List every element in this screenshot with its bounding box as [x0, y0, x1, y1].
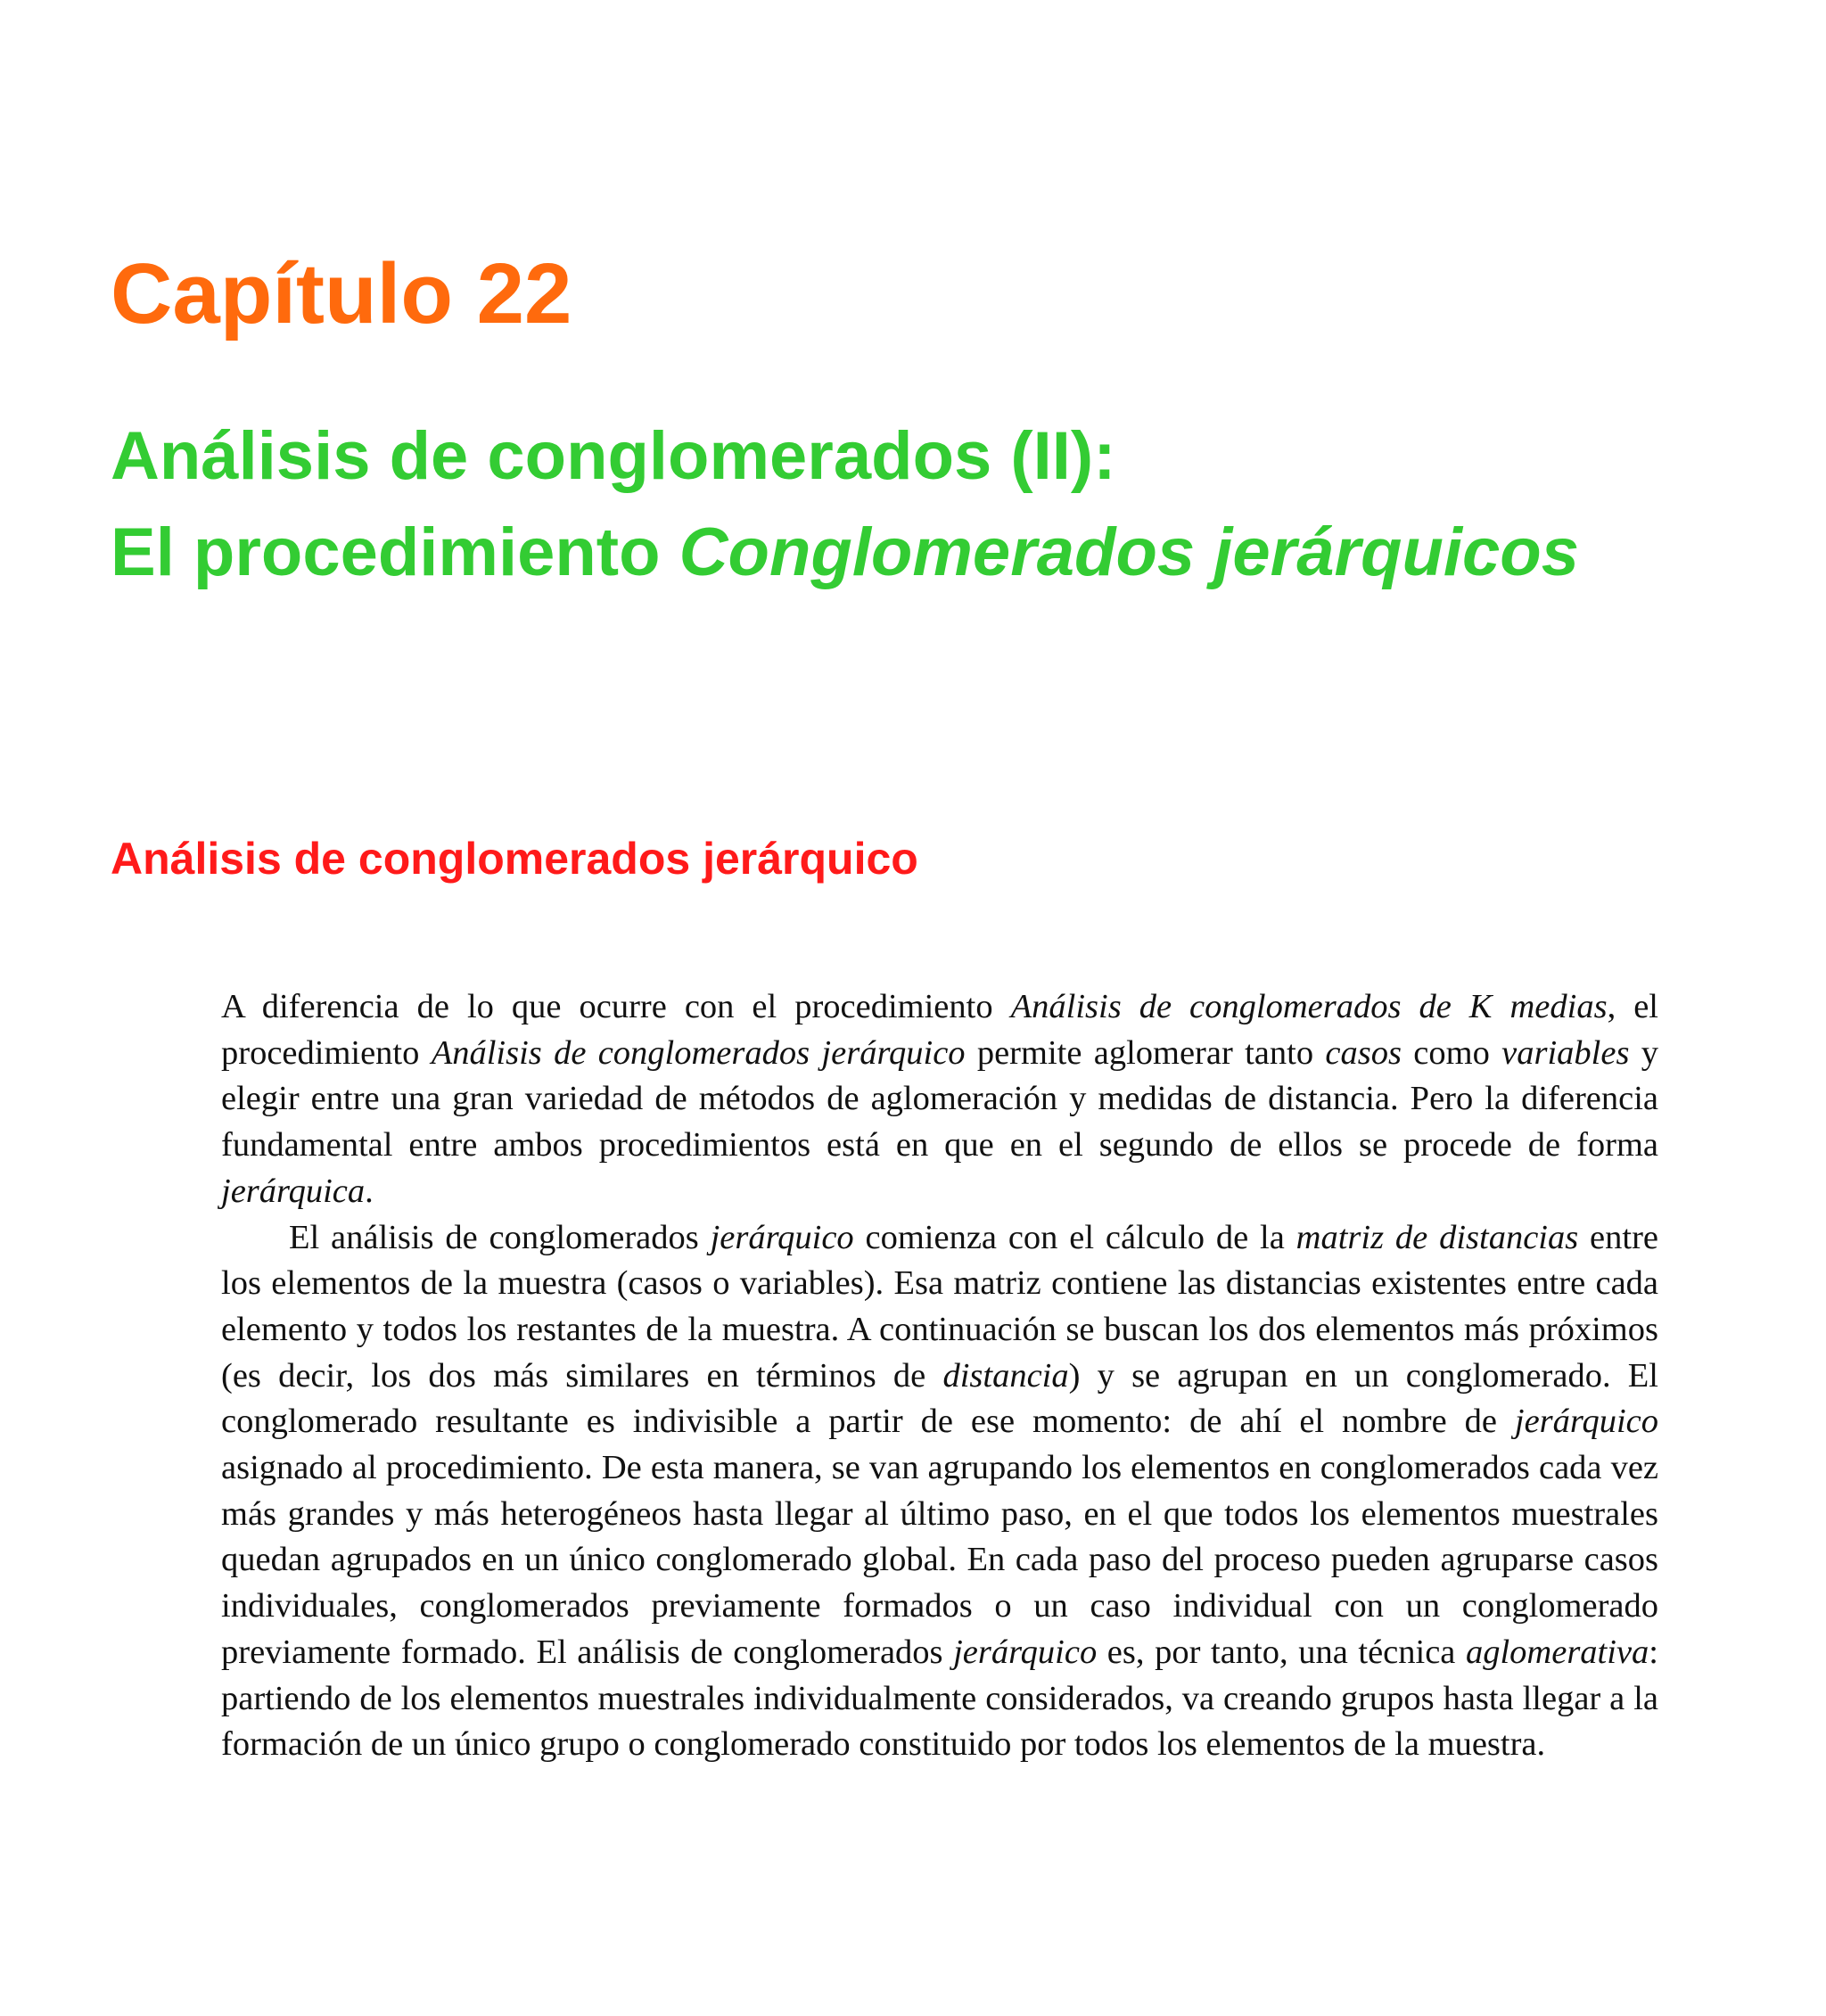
- p2-italic-2: matriz de distancias: [1295, 1218, 1579, 1256]
- p2-text-7: : partiendo de los elementos muestrales individualmente considerados, va creando grupos hasta llegar a la formación de un único grupo o conglomerado constituido por todos los elementos de la muestra.: [221, 1633, 1658, 1764]
- p2-text-2: comienza con el cálculo de la: [853, 1218, 1296, 1256]
- p2-text-6: es, por tanto, una técnica: [1097, 1633, 1466, 1671]
- section-title: Análisis de conglomerados jerárquico: [111, 834, 918, 884]
- p1-text-5: y elegir entre una gran variedad de métodos de aglomeración y medidas de distancia. Pero la diferencia fundamental entre ambos procedimientos está en que en el segundo de ellos se procede de forma: [221, 1033, 1658, 1164]
- chapter-title: [111, 408, 1579, 601]
- p1-text-4: como: [1401, 1033, 1502, 1072]
- p1-text-3: permite aglomerar tanto: [965, 1033, 1326, 1072]
- chapter-title-line-2-prefix: El procedimiento: [111, 514, 679, 590]
- p1-text-1: A diferencia de lo que ocurre con el procedimiento: [221, 988, 1011, 1025]
- p1-italic-2: Análisis de conglomerados jerárquico: [431, 1033, 966, 1072]
- p1-text-2: , el procedimiento: [221, 988, 1658, 1072]
- chapter-title-line-2: [111, 505, 1579, 601]
- p2-italic-1: jerárquico: [710, 1218, 854, 1256]
- p2-text-3: entre los elementos de la muestra (casos o variables). Esa matriz contiene las distancias existentes entre cada elemento y todos los restantes de la muestra. A continuación se buscan los dos elementos más próximos (es decir, los dos más similares en términos de: [221, 1218, 1658, 1395]
- p2-italic-6: aglomerativa: [1465, 1633, 1649, 1671]
- p1-text-6: .: [365, 1172, 374, 1210]
- chapter-title-line-1: Análisis de conglomerados (II):: [111, 418, 1116, 494]
- p2-italic-4: jerárquico: [1514, 1403, 1658, 1441]
- p2-text-5: asignado al procedimiento. De esta manera, se van agrupando los elementos en conglomerados cada vez más grandes y más heterogéneos hasta llegar al último paso, en el que todos los elementos muestrales quedan agrupados en un único conglomerado global. En cada paso del proceso pueden agruparse casos individuales, conglomerados previamente formados o un caso individual con un conglomerado previamente formado. El análisis de conglomerados: [221, 1449, 1658, 1671]
- chapter-label: Capítulo 22: [111, 246, 572, 341]
- body-text: [221, 984, 1658, 1768]
- p1-italic-3: casos: [1325, 1033, 1402, 1072]
- p2-text-1: El análisis de conglomerados: [289, 1218, 711, 1256]
- p1-italic-1: Análisis de conglomerados de K medias: [1010, 988, 1608, 1025]
- p1-italic-4: variables: [1501, 1033, 1630, 1072]
- p2-text-4: ) y se agrupan en un conglomerado. El conglomerado resultante es indivisible a partir de ese momento: de ahí el nombre de: [221, 1356, 1658, 1441]
- paragraph-2: [221, 1215, 1658, 1768]
- p1-italic-5: jerárquica: [221, 1172, 366, 1210]
- p2-italic-3: distancia: [942, 1356, 1069, 1395]
- p2-italic-5: jerárquico: [953, 1633, 1098, 1671]
- paragraph-1: [221, 984, 1658, 1215]
- chapter-title-line-2-italic: Conglomerados jerárquicos: [679, 514, 1579, 590]
